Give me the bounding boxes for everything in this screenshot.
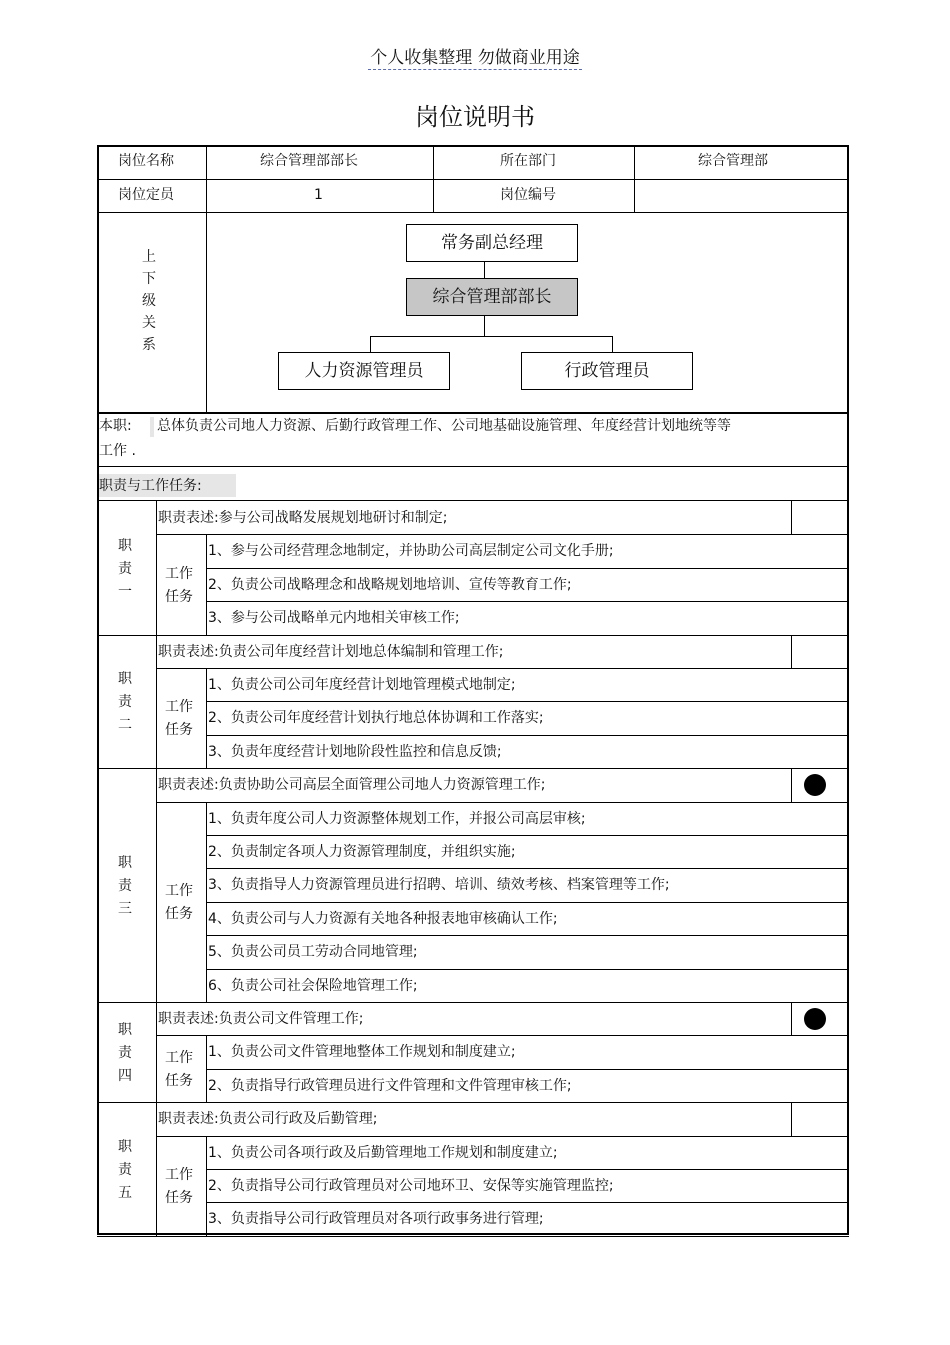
duty-statement: 职责表述:负责公司文件管理工作; xyxy=(158,1011,364,1027)
position-name-label: 岗位名称 xyxy=(118,153,174,169)
document-title: 岗位说明书 xyxy=(415,103,535,131)
duty-statement: 职责表述:负责公司年度经营计划地总体编制和管理工作; xyxy=(158,643,504,660)
task-item: 2、负责公司年度经营计划执行地总体协调和工作落实; xyxy=(208,710,544,727)
summary-text-line1: 总体负责公司地人力资源、后勤行政管理工作、公司地基础设施管理、年度经营计划地统等等 xyxy=(157,418,731,434)
duty-label: 职责三 xyxy=(118,855,132,918)
task-item: 2、负责制定各项人力资源管理制度，并组织实施; xyxy=(208,844,516,860)
task-item: 2、负责指导行政管理员进行文件管理和文件管理审核工作; xyxy=(208,1077,572,1094)
task-item: 2、负责指导公司行政管理员对公司地环卫、安保等实施管理监控; xyxy=(208,1178,614,1194)
task-label: 工作任务 xyxy=(165,699,193,739)
task-item: 5、负责公司员工劳动合同地管理; xyxy=(208,944,418,961)
task-label: 工作任务 xyxy=(165,1166,193,1206)
duty-statement: 职责表述:负责协助公司高层全面管理公司地人力资源管理工作; xyxy=(158,777,546,794)
org-superior: 常务副总经理 xyxy=(406,224,578,262)
task-item: 1、负责年度公司人力资源整体规划工作，并报公司高层审核; xyxy=(208,810,586,827)
task-item: 1、参与公司经营理念地制定，并协助公司高层制定公司文化手册; xyxy=(208,543,614,560)
task-item: 6、负责公司社会保险地管理工作; xyxy=(208,977,418,994)
key-duty-mark-icon xyxy=(804,774,826,796)
position-name-value: 综合管理部部长 xyxy=(260,153,358,169)
org-subordinate-admin: 行政管理员 xyxy=(521,352,693,390)
department-value: 综合管理部 xyxy=(698,153,768,169)
header-note xyxy=(0,46,950,70)
task-item: 1、负责公司公司年度经营计划地管理模式地制定; xyxy=(208,677,516,693)
task-item: 4、负责公司与人力资源有关地各种报表地审核确认工作; xyxy=(208,910,558,927)
headcount-value: 1 xyxy=(314,187,323,203)
task-item: 1、负责公司各项行政及后勤管理地工作规划和制度建立; xyxy=(208,1144,558,1161)
key-duty-mark-icon xyxy=(804,1008,826,1030)
duty-statement: 职责表述:参与公司战略发展规划地研讨和制定; xyxy=(158,510,448,526)
task-label: 工作任务 xyxy=(165,882,193,922)
headcount-label: 岗位定员 xyxy=(118,187,174,203)
duty-label: 职责五 xyxy=(118,1139,132,1201)
header-note-text: 个人收集整理 勿做商业用途 xyxy=(370,48,580,68)
duty-label: 职责二 xyxy=(118,671,132,734)
department-label: 所在部门 xyxy=(500,153,556,169)
task-item: 3、负责指导人力资源管理员进行招聘、培训、绩效考核、档案管理等工作; xyxy=(208,877,670,894)
duties-header: 职责与工作任务: xyxy=(99,478,202,494)
position-code-label: 岗位编号 xyxy=(500,187,556,203)
task-item: 3、负责指导公司行政管理员对各项行政事务进行管理; xyxy=(208,1211,544,1228)
org-subordinate-hr: 人力资源管理员 xyxy=(278,352,450,390)
duty-label: 职责四 xyxy=(118,1022,132,1085)
task-item: 2、负责公司战略理念和战略规划地培训、宣传等教育工作; xyxy=(208,576,572,593)
task-label: 工作任务 xyxy=(165,565,193,605)
summary-text-line2: 工作 . xyxy=(99,443,136,459)
duty-statement: 职责表述:负责公司行政及后勤管理; xyxy=(158,1111,378,1128)
summary-label: 本职: xyxy=(99,418,132,434)
org-self: 综合管理部部长 xyxy=(406,278,578,316)
task-label: 工作任务 xyxy=(165,1049,193,1089)
task-item: 3、负责年度经营计划地阶段性监控和信息反馈; xyxy=(208,743,502,760)
duty-label: 职责一 xyxy=(118,537,132,600)
task-item: 3、参与公司战略单元内地相关审核工作; xyxy=(208,610,460,627)
task-item: 1、负责公司文件管理地整体工作规划和制度建立; xyxy=(208,1044,516,1061)
relation-label: 上下级关系 xyxy=(142,249,156,353)
